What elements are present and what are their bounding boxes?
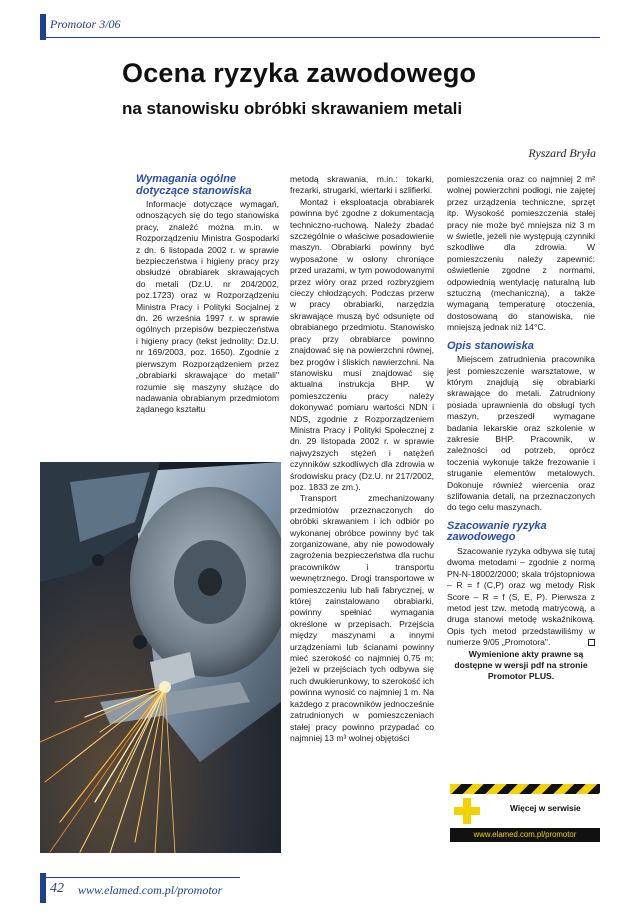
- article-title: Ocena ryzyka zawodowego: [122, 58, 477, 88]
- article-author: Ryszard Bryła: [528, 146, 596, 160]
- plus-icon: [454, 798, 480, 824]
- promo-url-link[interactable]: www.elamed.com.pl/promotor: [450, 828, 600, 842]
- paragraph: Montaż i eksploatacja obrabiarek powinna być zgodne z dokumentacją techniczno-ruchową. Należy zbadać szczególnie o właściwe posadowienie maszyn. Obrabiarki powinny być wyposażone w osłony chroniące przed urazami, w tym powodowanymi przez wióry oraz przed rozbryzgiem cieczy chłodzących. Podczas przerw w pracy obrabiarki, narzędzia skrawające muszą być odsunięte od obrabianego przedmiotu. Stanowisko pracy przy obrabiarce powinno znajdować się na powierzchni równej, bez progów i śliskich nawierzchni. Na stanowisku musi znajdować się aktualna instrukcja BHP. W pomieszczeniu pracy należy dokonywać pomiaru wartości NDN i NDS, zgodnie z Rozporządzeniem Ministra Pracy i Polityki Społecznej z dn. 29 listopada 2002 r. w sprawie najwyższych stężeń i natężeń czynników szkodliwych dla zdrowia w środowisku pracy (Dz.U. nr 217/2002, poz. 1833 ze zm.).: [290, 196, 434, 492]
- paragraph: [447, 546, 595, 649]
- paragraph: pomieszczenia oraz co najmniej 2 m² wolnej powierzchni podłogi, nie zajętej przez urządzenia techniczne, sprzęt itp. Wysokość pomieszczenia stałej pracy nie może być mniejsza niż 3 m w świetle, jeżeli nie występują czynniki szkodliwe dla zdrowia. W pomieszczeniu należy zapewnić: oświetlenie zgodne z normami, odpowiednią wentylację naturalną lub sztuczną (mechaniczną), a także wymaganą temperaturę otoczenia, dostosowaną do stanowiska, nie mniejszą jednak niż 14°C.: [447, 174, 595, 333]
- text-column-1: [136, 174, 279, 416]
- magazine-issue-label: Promotor 3/06: [50, 17, 121, 31]
- header-rule: [40, 37, 600, 38]
- paragraph-text: Szacowanie ryzyka odbywa się tutaj dwoma metodami – zgodnie z normą PN-N-18002/2000; skala trójstopniowa – R = f (C,P) oraz wg metody Risk Score – R = f (S, E, P). Pierwsza z metod jest tzw. metodą matrycową, a druga stanowi metodę wskaźnikową. Opis tych metod przedstawiliśmy w numerze 9/05 „Promotora".: [447, 545, 595, 648]
- section-heading-requirements: Wymagania ogólne dotyczące stanowiska: [136, 173, 252, 197]
- text-column-3: [447, 174, 595, 682]
- page-number: 42: [50, 881, 64, 896]
- section-heading-workstation: Opis stanowiska: [447, 339, 534, 352]
- paragraph: Miejscem zatrudnienia pracownika jest pomieszczenie warsztatowe, w którym znajdują się obrabiarki skrawające do metali. Zatrudniony posiada uprawnienia do obsługi tych maszyn, przeszedł wymagane badania lekarskie oraz szkolenie w zakresie BHP. Pracownik, w zależności od potrzeb, oprócz toczenia wykonuje także frezowanie i struganie elementów metalowych. Dokonuje również wiercenia oraz szlifowania detali, na przeznaczonych do tego celu maszynach.: [447, 354, 595, 513]
- footer-url-link[interactable]: www.elamed.com.pl/promotor: [78, 883, 223, 897]
- grinder-sparks-photo: [40, 462, 281, 853]
- section-heading-risk-assessment: Szacowanie ryzyka zawodowego: [447, 519, 547, 544]
- paragraph: Informacje dotyczące wymagań, odnoszących się do tego stanowiska pracy, znaleźć można m.in. w Rozporządzeniu Ministra Gospodarki z dn. 6 listopada 2002 r. w sprawie bezpieczeństwa i higieny pracy przy obsłudze obrabiarek skrawających do metali (Dz.U. nr 204/2002, poz.1723) oraz w Rozporządzeniu Ministra Pracy i Polityki Socjalnej z dn. 26 września 1997 r. w sprawie ogólnych przepisów bezpieczeństwa i higieny pracy (tekst jednolity: Dz.U. nr 169/2003, poz. 1650). Zgodnie z pierwszym Rozporządzeniem przez „obrabiarki skrawające do metali" rozumie się maszyny służące do nadawania obrabianym przedmiotom żądanego kształtu: [136, 199, 279, 415]
- legal-acts-note: Wymienione akty prawne są dostępne w wersji pdf na stronie Promotor PLUS.: [454, 648, 588, 681]
- more-online-promo[interactable]: [450, 784, 600, 854]
- article-subtitle: na stanowisku obróbki skrawaniem metali: [122, 99, 463, 118]
- hazard-stripes: [450, 784, 600, 794]
- end-of-article-icon: [588, 639, 595, 646]
- text-column-2: [290, 174, 434, 744]
- promo-text: Więcej w serwisie: [510, 803, 581, 813]
- paragraph: Transport zmechanizowany przedmiotów przeznaczonych do obróbki skrawaniem i ich odbiór po wykonanej obróbce powinny być tak zorganizowane, aby nie powodowały zagrożenia bezpieczeństwa dla ruchu pracowników i transportu wewnętrznego. Drogi transportowe w pomieszczeniu lub hali fabrycznej, w której zainstalowano obrabiarki, powinny spełniać wymagania określone w przepisach. Przejścia między maszynami a innymi urządzeniami lub ścianami powinny mieć szerokość co najmniej 0,75 m; jeżeli w przejściach tych odbywa się ruch dwukierunkowy, to szerokość ich powinna wynosić co najmniej 1 m. Na każdego z pracowników jednocześnie zatrudnionych w pomieszczeniach stałej pracy powinno przypadać co najmniej 13 m³ wolnej objętości: [290, 493, 434, 743]
- paragraph: metodą skrawania, m.in.: tokarki, frezarki, strugarki, wiertarki i szlifierki.: [290, 174, 434, 196]
- footer-rule: [40, 877, 240, 878]
